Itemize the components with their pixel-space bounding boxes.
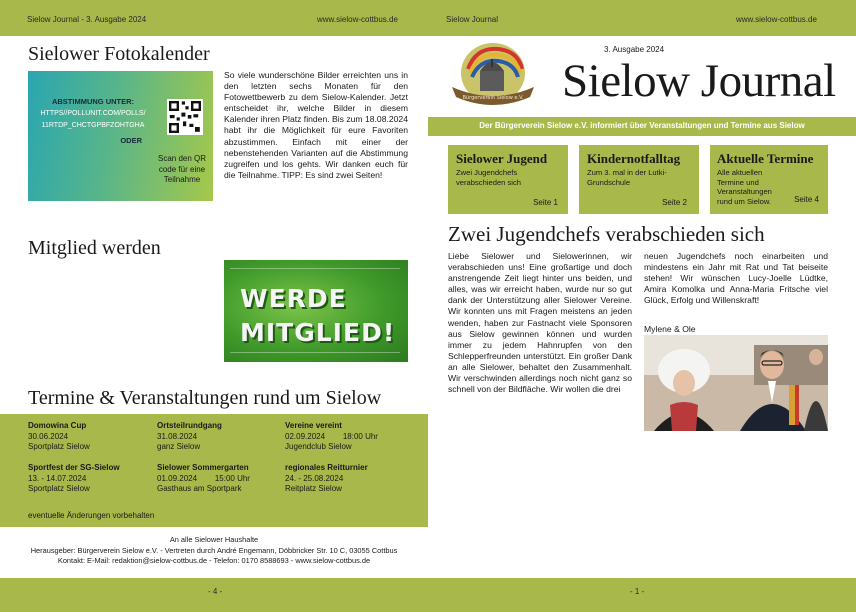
- logo-text: Bürgerverein Sielow e.V.: [462, 95, 524, 101]
- mitglied-heading: Mitglied werden: [28, 237, 161, 259]
- teaser-page: Seite 4: [794, 195, 819, 204]
- event-date: 02.09.2024 18:00 Uhr: [285, 431, 378, 441]
- scan-line-3: Teilnahme: [163, 175, 201, 184]
- article-heading: Zwei Jugendchefs verabschieden sich: [448, 222, 765, 246]
- scan-line-1: Scan den QR: [157, 154, 207, 163]
- buergerverein-logo-icon: [446, 39, 540, 111]
- vote-title: ABSTIMMUNG UNTER:: [51, 97, 135, 106]
- event-name: Ortsteilrundgang: [157, 421, 222, 430]
- article-signature: Mylene & Ole: [644, 324, 696, 334]
- left-header-title: Sielow Journal - 3. Ausgabe 2024: [27, 15, 147, 24]
- teaser-card[interactable]: [579, 145, 699, 214]
- event-item: [285, 463, 425, 495]
- event-location: Gasthaus am Sportpark: [157, 484, 242, 493]
- event-name: regionales Reitturnier: [285, 463, 368, 472]
- journal-title: Sielow Journal: [562, 55, 836, 107]
- right-page-number: - 1 -: [630, 587, 645, 596]
- right-header-url[interactable]: www.sielow-cottbus.de: [736, 15, 817, 24]
- left-page-number: - 4 -: [208, 587, 223, 596]
- left-header-url[interactable]: www.sielow-cottbus.de: [317, 15, 398, 24]
- teaser-title: Sielower Jugend: [456, 151, 548, 166]
- scan-line-2: code für eine: [158, 164, 206, 174]
- article-col-2: neuen Jugendchefs noch einarbeiten und mindestens ein Jahr mit Rat und Tat beiseite stehen! Wir wünschen Lucy-Joelle Lüdtke, Amira Komolka und Anna-Maria Fritsche viel Glück, Erfolg und Willenskraft!: [644, 251, 828, 306]
- tagline: Der Bürgerverein Sielow e.V. informiert über Veranstaltungen und Termine aus Sielow: [479, 121, 805, 130]
- event-date: 24. - 25.08.2024: [285, 473, 344, 483]
- banner-line-1: WERDE: [240, 284, 347, 313]
- teaser-page: Seite 1: [533, 198, 558, 207]
- fotokalender-text: So viele wunderschöne Bilder erreichten uns in den letzten sechs Monaten für den Fotowettbewerb zu dem Sielow-Kalender. Jetzt entscheidet ihr, welche Bilder in diesem Kalender ihren Platz finden. Bis zum 18.08.2024 habt ihr die Möglichkeit für eure Favoriten abzustimmen. Einfach mit einer der nebenstehenden Varianten auf die Abstimmung zugreifen und los gehts. Wir danken euch für die Teilnahme. TIPP: Es sind zwei Seiten!: [224, 70, 408, 180]
- event-location: Jugendclub Sielow: [285, 442, 352, 451]
- event-item: [157, 463, 282, 495]
- impressum-line-2: Herausgeber: Bürgerverein Sielow e.V. - Vertreten durch André Engemann, Döbbricker Str. 10 C, 03055 Cottbus: [30, 545, 398, 555]
- teaser-title: Aktuelle Termine: [717, 151, 814, 166]
- vote-url-1[interactable]: HTTPS//POLLUNIT.COM/POLLS/: [40, 110, 146, 117]
- tagline-bar: [428, 117, 856, 136]
- event-item: [157, 421, 279, 453]
- event-item: [285, 421, 425, 453]
- vote-url-2[interactable]: 11RTDP_CHCTGPBFZOHTGHA: [41, 122, 145, 129]
- event-item: [28, 421, 143, 453]
- teaser-text: Zum 3. mal in der Lutki-Grundschule: [587, 168, 667, 187]
- event-name: Sielower Sommergarten: [157, 463, 249, 472]
- banner-line-2: MITGLIED!: [240, 318, 396, 347]
- impressum-line-1: An alle Sielower Haushalte: [169, 535, 259, 544]
- impressum-line-3: Kontakt: E-Mail: redaktion@sielow-cottbus.de - Telefon: 0170 8588693 - www.sielow-cottbus.de: [57, 556, 371, 565]
- jugendchefs-photo: [644, 335, 828, 431]
- vote-card: [28, 71, 213, 201]
- events-block: [0, 414, 428, 527]
- event-location: ganz Sielow: [157, 442, 201, 451]
- bottom-bar: [0, 578, 856, 612]
- teaser-card[interactable]: [448, 145, 568, 214]
- teaser-text: Zwei Jugendchefs verabschieden sich: [456, 168, 522, 187]
- termine-heading: Termine & Veranstaltungen rund um Sielow: [28, 387, 382, 409]
- vote-or: ODER: [120, 136, 142, 145]
- teaser-title: Kindernotfalltag: [587, 151, 681, 166]
- fotokalender-heading: Sielower Fotokalender: [28, 43, 210, 65]
- event-date: 30.06.2024: [28, 431, 69, 441]
- event-item: [28, 463, 153, 495]
- event-date: 01.09.2024 15:00 Uhr: [157, 473, 250, 483]
- event-name: Domowina Cup: [28, 421, 87, 430]
- event-date: 31.08.2024: [157, 431, 198, 441]
- event-location: Sportplatz Sielow: [28, 442, 90, 451]
- event-location: Sportplatz Sielow: [28, 484, 90, 493]
- member-banner[interactable]: [224, 260, 408, 362]
- right-header-title: Sielow Journal: [446, 15, 499, 24]
- article-col-1: Liebe Sielower und Sielowerinnen, wir verabschieden uns! Eine großartige und doch anstrengende Zeit liegt hinter uns beiden, und alles, was wir erreicht haben, wurde nur so gut dank der Unterstützung aller Sielower Vereine. Wir konnten uns mit Fragen meistens an jeden wenden, haben zur Fastnacht viele Sponsoren aus Sielow gewinnen können und wurden immer zu jedem Hahnrupfen von den Schlepperfreunden unterstützt. Ein großer Dank an alle Sielower, behaltet den Zusammenhalt. Wir verschwinden allerdings noch nicht ganz so schnell von der Bildfläche. Wir wollen die drei: [448, 251, 632, 395]
- teaser-text: Alle aktuellen Termine und Veranstaltungen rund um Sielow.: [717, 168, 772, 206]
- event-name: Sportfest der SG-Sielow: [28, 463, 120, 472]
- issue-label: 3. Ausgabe 2024: [604, 45, 665, 54]
- qr-code-icon[interactable]: [167, 99, 203, 135]
- event-location: Reitplatz Sielow: [285, 484, 342, 493]
- event-date: 13. - 14.07.2024: [28, 473, 87, 483]
- event-name: Vereine vereint: [285, 421, 342, 430]
- events-note: eventuelle Änderungen vorbehalten: [28, 511, 155, 520]
- teaser-card[interactable]: [710, 145, 828, 214]
- impressum: [0, 535, 428, 567]
- teaser-page: Seite 2: [662, 198, 687, 207]
